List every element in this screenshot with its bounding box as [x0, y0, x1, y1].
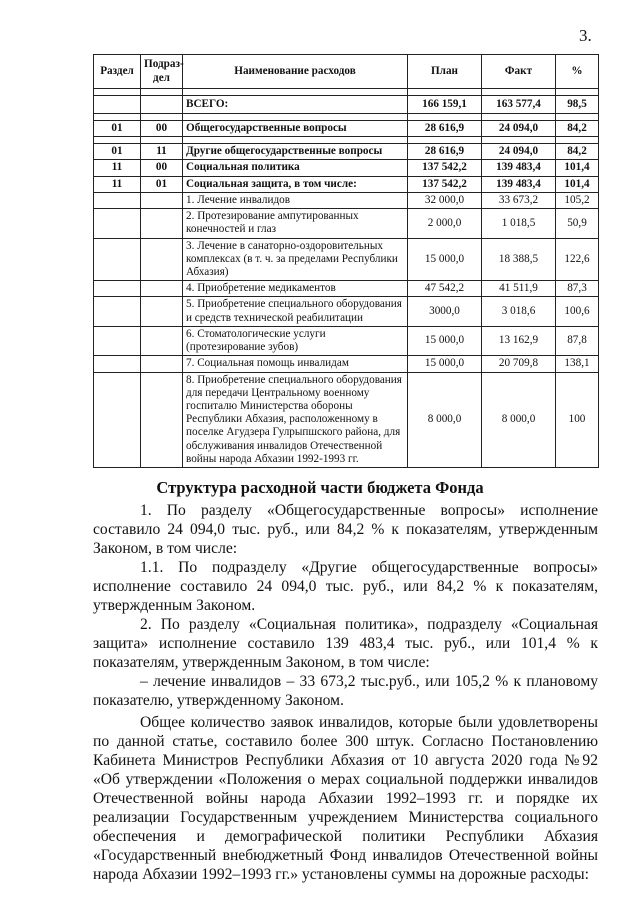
cell-plan: 3000,0	[408, 297, 482, 326]
cell-subsection-empty	[141, 297, 183, 326]
table-row-total	[94, 96, 599, 114]
cell-subsection	[141, 96, 183, 114]
section-title: Структура расходной части бюджета Фонда	[156, 478, 484, 497]
cell-fact: 8 000,0	[482, 372, 556, 468]
cell-plan: 28 616,9	[408, 144, 482, 160]
cell-subsection: 11	[141, 144, 183, 160]
cell-fact: 18 388,5	[482, 238, 556, 281]
cell-percent: 138,1	[556, 356, 599, 372]
cell-name: Социальная защита, в том числе:	[183, 176, 408, 192]
cell-plan: 137 542,2	[408, 160, 482, 176]
budget-expenses-table	[93, 54, 599, 468]
table-row	[94, 209, 599, 238]
cell-section-empty	[94, 326, 141, 355]
cell-subsection-empty	[141, 238, 183, 281]
cell-section-empty	[94, 281, 141, 297]
cell-section-empty	[94, 356, 141, 372]
page-number: 3.	[579, 26, 592, 45]
table-row	[94, 121, 599, 137]
cell-percent: 98,5	[556, 96, 599, 114]
cell-subsection-empty	[141, 326, 183, 355]
cell-percent: 87,8	[556, 326, 599, 355]
cell-section: 01	[94, 144, 141, 160]
cell-section: 11	[94, 160, 141, 176]
cell-section: 11	[94, 176, 141, 192]
table-row	[94, 144, 599, 160]
body-text	[93, 501, 598, 884]
cell-percent: 101,4	[556, 176, 599, 192]
cell-fact: 1 018,5	[482, 209, 556, 238]
cell-section	[94, 96, 141, 114]
table-row	[94, 176, 599, 192]
cell-fact: 163 577,4	[482, 96, 556, 114]
header-percent: %	[556, 55, 599, 89]
cell-fact: 139 483,4	[482, 176, 556, 192]
cell-plan: 166 159,1	[408, 96, 482, 114]
cell-subsection-empty	[141, 356, 183, 372]
cell-name: 8. Приобретение специального оборудования для передачи Центральному военному госпиталю Министерства обороны Республики Абхазия, расположенному в поселке Агудзера Гулрыпшского района, для обслуживания инвалидов Отечественной войны народа Абхазии 1992-1993 гг.	[183, 372, 408, 468]
spacer-row	[94, 137, 599, 144]
table-row	[94, 372, 599, 468]
cell-plan: 32 000,0	[408, 192, 482, 208]
table-row	[94, 281, 599, 297]
cell-section: 01	[94, 121, 141, 137]
cell-name: 7. Социальная помощь инвалидам	[183, 356, 408, 372]
cell-fact: 24 094,0	[482, 144, 556, 160]
cell-subsection-empty	[141, 281, 183, 297]
header-fact: Факт	[482, 55, 556, 89]
cell-plan: 8 000,0	[408, 372, 482, 468]
paragraph: 1.1. По подразделу «Другие общегосударственные вопросы» исполнение составило 24 094,0 тыс. руб., или 84,2 % к показателям, утвержденным Законом.	[93, 559, 598, 614]
cell-fact: 139 483,4	[482, 160, 556, 176]
header-section: Раздел	[94, 55, 141, 89]
table-row	[94, 356, 599, 372]
cell-section-empty	[94, 238, 141, 281]
cell-subsection-empty	[141, 372, 183, 468]
cell-fact: 24 094,0	[482, 121, 556, 137]
table-row	[94, 238, 599, 281]
cell-name: 3. Лечение в санаторно-оздоровительных комплексах (в т. ч. за пределами Республики Абхазия)	[183, 238, 408, 281]
cell-percent: 84,2	[556, 144, 599, 160]
cell-name: ВСЕГО:	[183, 96, 408, 114]
cell-name: 4. Приобретение медикаментов	[183, 281, 408, 297]
cell-name: Социальная политика	[183, 160, 408, 176]
cell-name: 5. Приобретение специального оборудования и средств технической реабилитации	[183, 297, 408, 326]
paragraph: Общее количество заявок инвалидов, которые были удовлетворены по данной статье, составило более 300 штук. Согласно Постановлению Кабинета Министров Республики Абхазия от 10 августа 2020 года №92 «Об утверждении «Положения о мерах социальной поддержки инвалидов Отечественной войны народа Абхазии 1992–1993 гг. и порядке их реализации Государственным учреждением Министерства социального обеспечения и демографической политики Республики Абхазия «Государственный внебюджетный Фонд инвалидов Отечественной войны народа Абхазии 1992–1993 гг.» установлены суммы на дорожные расходы:	[93, 714, 598, 883]
cell-percent: 122,6	[556, 238, 599, 281]
header-plan: План	[408, 55, 482, 89]
cell-section-empty	[94, 297, 141, 326]
paragraph: 1. По разделу «Общегосударственные вопросы» исполнение составило 24 094,0 тыс. руб., или 84,2 % к показателям, утвержденным Законом, в том числе:	[93, 502, 598, 557]
table-row	[94, 160, 599, 176]
cell-name: Другие общегосударственные вопросы	[183, 144, 408, 160]
cell-plan: 15 000,0	[408, 326, 482, 355]
cell-plan: 28 616,9	[408, 121, 482, 137]
spacer-row	[94, 89, 599, 96]
cell-name: 6. Стоматологические услуги (протезирование зубов)	[183, 326, 408, 355]
cell-percent: 105,2	[556, 192, 599, 208]
table-row	[94, 192, 599, 208]
table-row	[94, 326, 599, 355]
cell-name: 2. Протезирование ампутированных конечностей и глаз	[183, 209, 408, 238]
cell-subsection-empty	[141, 192, 183, 208]
cell-subsection: 00	[141, 121, 183, 137]
paragraph: 2. По разделу «Социальная политика», подразделу «Социальная защита» исполнение составило 139 483,4 тыс. руб., или 101,4 % к показателям, утвержденным Законом, в том числе:	[93, 616, 598, 671]
paragraph: – лечение инвалидов – 33 673,2 тыс.руб., или 105,2 % к плановому показателю, утвержденному Законом.	[93, 673, 598, 709]
cell-plan: 15 000,0	[408, 356, 482, 372]
cell-fact: 3 018,6	[482, 297, 556, 326]
cell-plan: 15 000,0	[408, 238, 482, 281]
cell-fact: 41 511,9	[482, 281, 556, 297]
cell-subsection: 00	[141, 160, 183, 176]
cell-section-empty	[94, 192, 141, 208]
cell-fact: 13 162,9	[482, 326, 556, 355]
cell-percent: 50,9	[556, 209, 599, 238]
header-subsection: Подраз-дел	[141, 55, 183, 89]
table-header-row	[94, 55, 599, 89]
cell-percent: 84,2	[556, 121, 599, 137]
spacer-row	[94, 114, 599, 121]
cell-name: 1. Лечение инвалидов	[183, 192, 408, 208]
cell-subsection-empty	[141, 209, 183, 238]
cell-plan: 137 542,2	[408, 176, 482, 192]
cell-percent: 100	[556, 372, 599, 468]
cell-plan: 47 542,2	[408, 281, 482, 297]
cell-fact: 20 709,8	[482, 356, 556, 372]
header-expense-name: Наименование расходов	[183, 55, 408, 89]
cell-fact: 33 673,2	[482, 192, 556, 208]
cell-plan: 2 000,0	[408, 209, 482, 238]
cell-section-empty	[94, 372, 141, 468]
table-row	[94, 297, 599, 326]
cell-subsection: 01	[141, 176, 183, 192]
cell-section-empty	[94, 209, 141, 238]
cell-name: Общегосударственные вопросы	[183, 121, 408, 137]
cell-percent: 101,4	[556, 160, 599, 176]
cell-percent: 100,6	[556, 297, 599, 326]
cell-percent: 87,3	[556, 281, 599, 297]
